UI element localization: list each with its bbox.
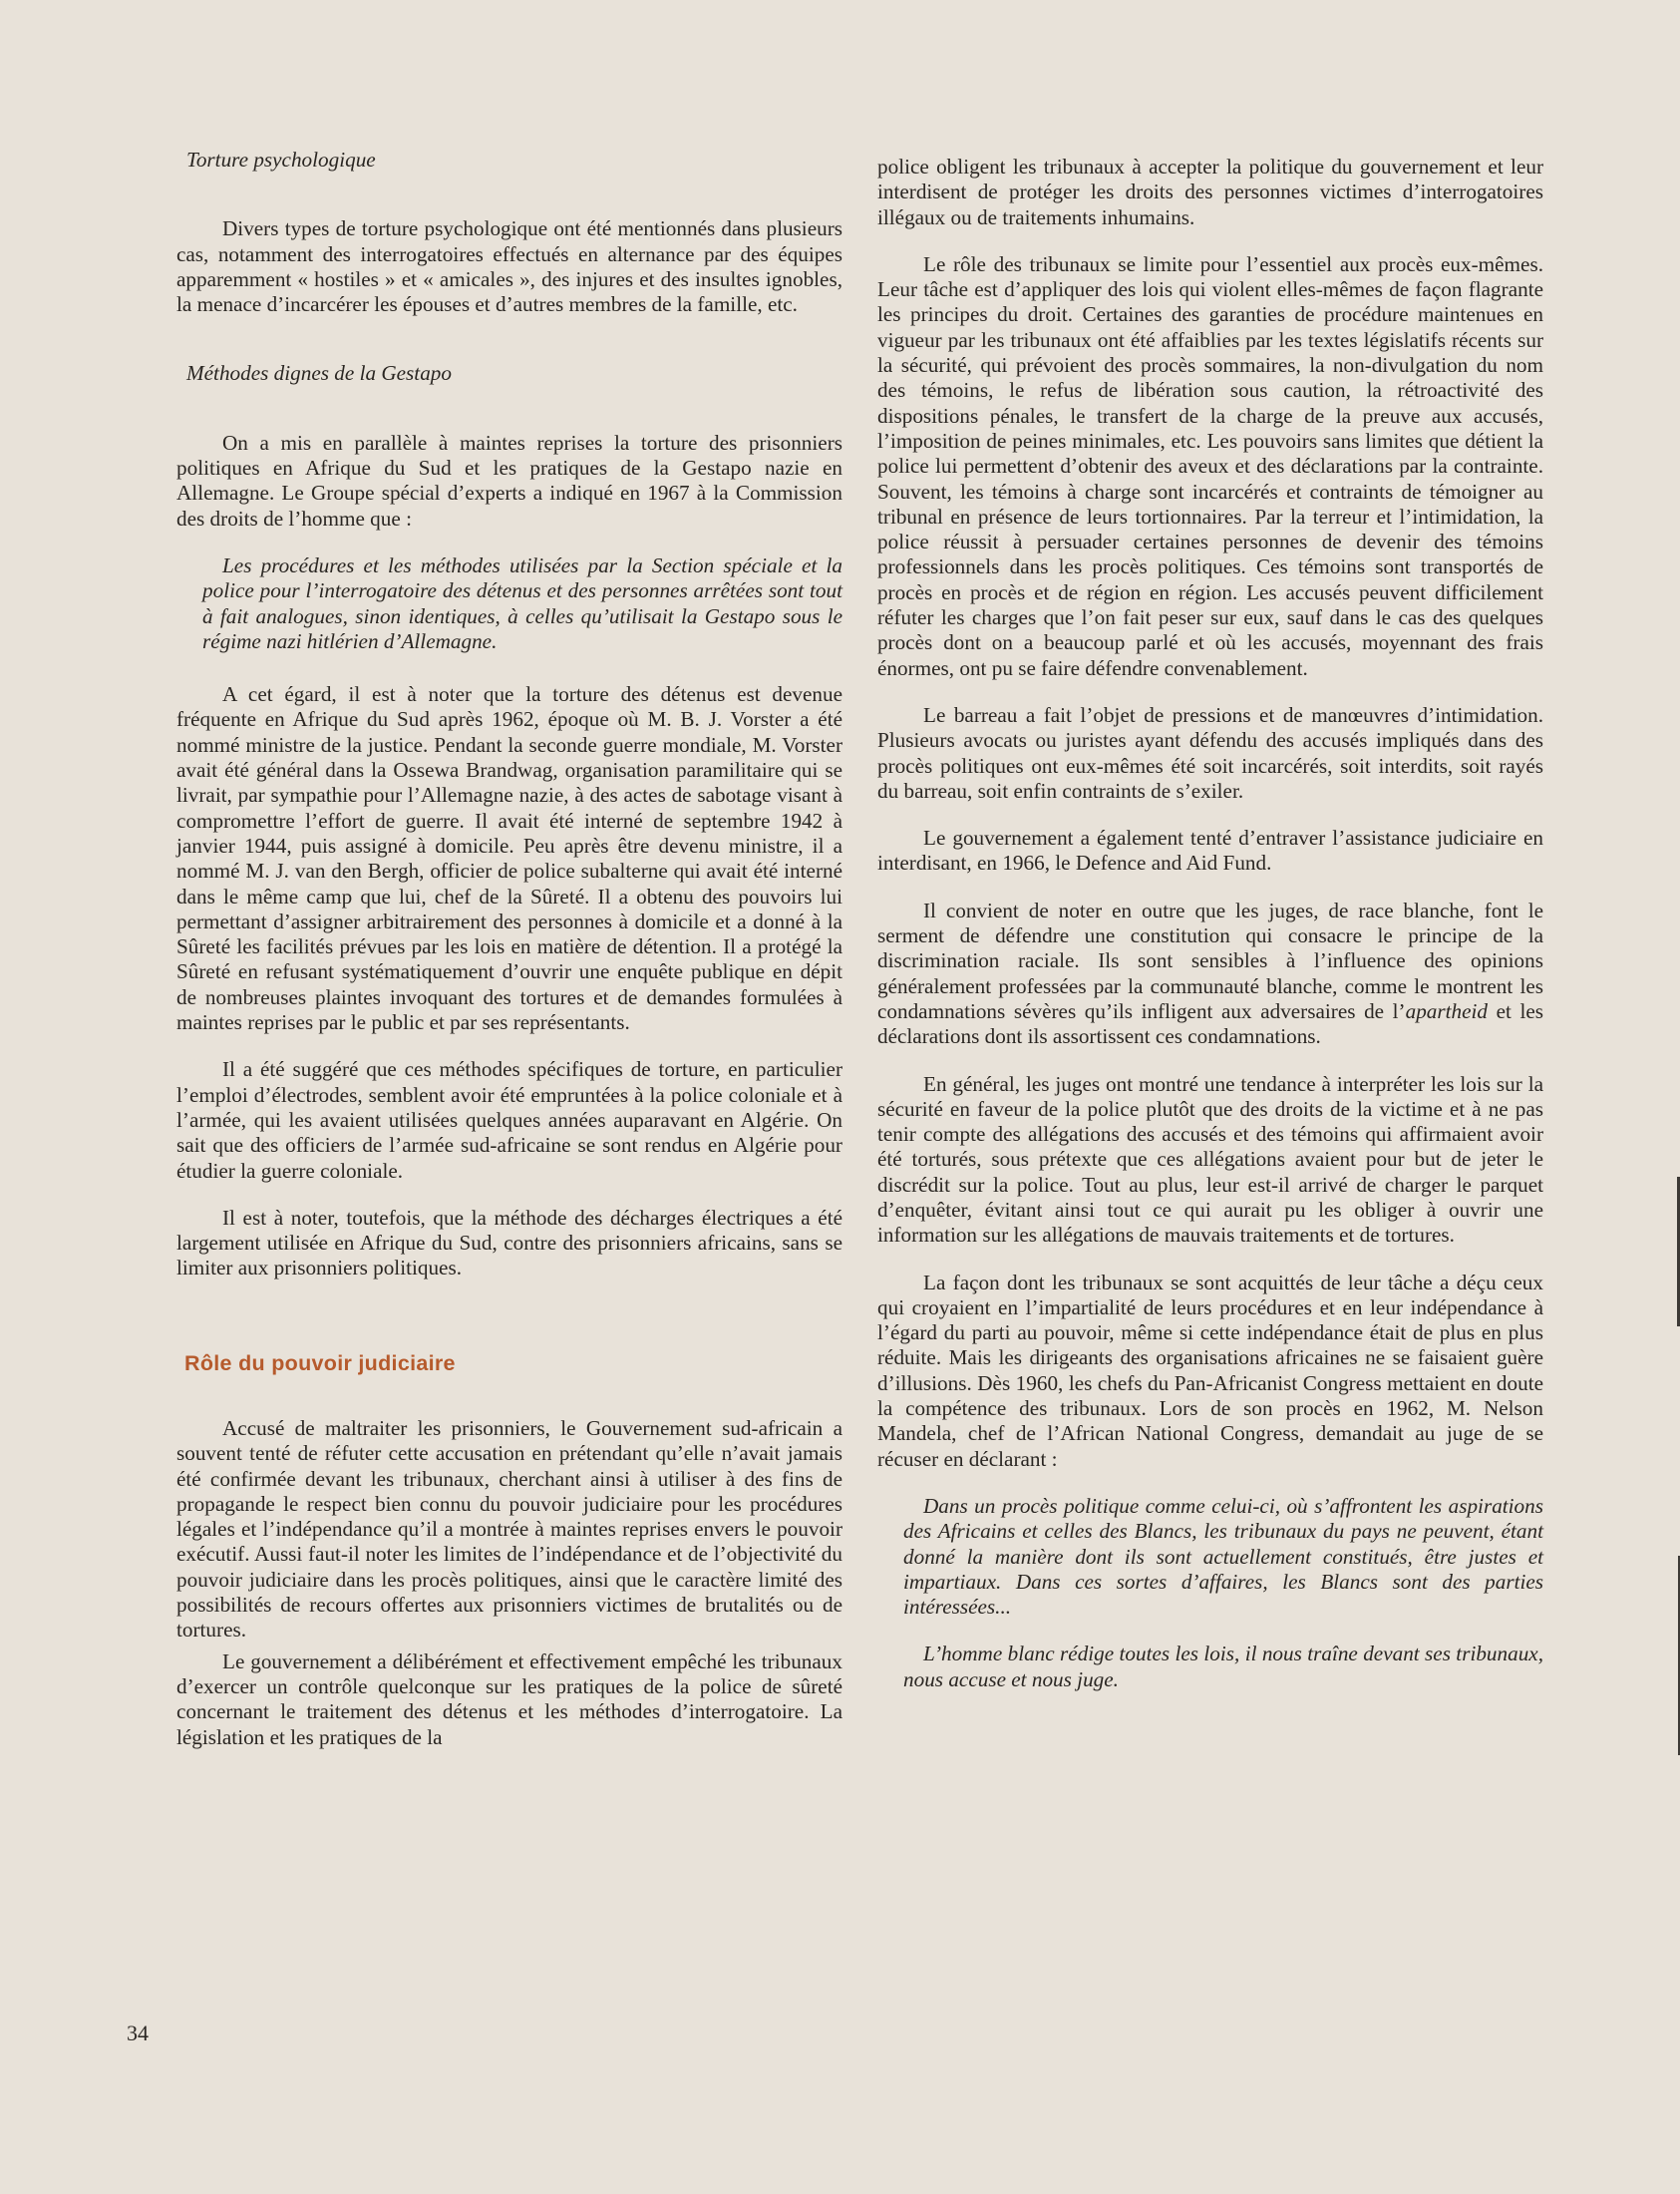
paragraph: On a mis en parallèle à maintes reprises la torture des prisonniers politiques en Afrique du Sud et les pratiques de la Gestapo nazie en Allemagne. Le Groupe spécial d’experts a indiqué en 1967 à la Commission des droits de l’homme que : bbox=[176, 430, 842, 531]
block-quote bbox=[176, 553, 842, 654]
section-title-judiciary: Rôle du pouvoir judiciaire bbox=[184, 1350, 456, 1375]
quote-text: Dans un procès politique comme celui-ci, où s’affrontent les aspirations des Africains et celles des Blancs, les tribunaux du pays ne peuvent, étant donné la manière dont ils sont actuellement constitués, être justes et impartiaux. Dans ces sortes d’affaires, les Blancs sont des parties intéressées... bbox=[903, 1493, 1543, 1620]
block-quote-mandela bbox=[877, 1494, 1543, 1692]
paragraph: Il a été suggéré que ces méthodes spécifiques de torture, en particulier l’emploi d’électrodes, semblent avoir été empruntées à la police coloniale et à l’armée, qui les avaient utilisées quelques années auparavant en Algérie. On sait que des officiers de l’armée sud-africaine se sont rendus en Algérie pour étudier la guerre coloniale. bbox=[176, 1057, 842, 1183]
paragraph: Il est à noter, toutefois, que la méthode des décharges électriques a été largement utilisée en Afrique du Sud, contre des prisonniers africains, sans se limiter aux prisonniers politiques. bbox=[176, 1205, 842, 1280]
paragraph: Le barreau a fait l’objet de pressions et de manœuvres d’intimidation. Plusieurs avocats ou juristes ayant défendu des accusés impliqués dans des procès politiques ont eux-mêmes été soit incarcérés, soit interdits, soit rayés du barreau, soit enfin contraints de s’exiler. bbox=[877, 702, 1543, 803]
page-number: 34 bbox=[127, 2020, 149, 2045]
paragraph: En général, les juges ont montré une tendance à interpréter les lois sur la sécurité en faveur de la police plutôt que des droits de la victime et à ne pas tenir compte des allégations des accusés et des témoins qui affirmaient avoir été torturés, sous prétexte que ces allégations avaient pour but de jeter le discrédit sur la police. Tout au plus, leur est-il arrivé de charger le parquet d’enquêter, évitant ainsi tout ce qui aurait pu les obliger à ouvrir une information sur les allégations de mauvais traitements et de tortures. bbox=[877, 1071, 1543, 1248]
paragraph: La façon dont les tribunaux se sont acquittés de leur tâche a déçu ceux qui croyaient en l’impartialité de leurs procédures et en leur indépendance à l’égard du parti au pouvoir, même si cette indépendance était de plus en plus réduite. Mais les dirigeants des organisations africaines ne se faisaient guère d’illusions. Dès 1960, les chefs du Pan-Africanist Congress mettaient en doute la compétence des tribunaux. Lors de son procès en 1962, M. Nelson Mandela, chef de l’African National Congress, demandait au juge de se récuser en déclarant : bbox=[877, 1270, 1543, 1471]
text-run: Il convient de noter en outre que les juges, de race blanche, font le serment de défendre une constitution qui consacre le principe de la discrimination raciale. Ils sont sensibles à l’influence des opinions généralement professées par la communauté blanche, comme le montrent les condamnations sévères qu’ils infligent aux adversaires de l’ bbox=[877, 898, 1543, 1023]
paragraph: Le gouvernement a délibérément et effectivement empêché les tribunaux d’exercer un contrôle quelconque sur les pratiques de la police de sûreté concernant le traitement des détenus et les méthodes d’interrogatoire. La législation et les pratiques de la bbox=[176, 1648, 842, 1749]
italic-term: apartheid bbox=[1405, 998, 1488, 1023]
quote-text: Les procédures et les méthodes utilisées par la Section spéciale et la police pour l’interrogatoire des détenus et des personnes arrêtées sont tout à fait analogues, sinon identiques, à celles qu’utilisait la Gestapo sous le régime nazi hitlérien d’Allemagne. bbox=[202, 552, 842, 653]
quote-text: L’homme blanc rédige toutes les lois, il nous traîne devant ses tribunaux, nous accuse et nous juge. bbox=[903, 1642, 1543, 1691]
paragraph: Le gouvernement a également tenté d’entraver l’assistance judiciaire en interdisant, en 1966, le Defence and Aid Fund. bbox=[877, 826, 1543, 876]
right-column bbox=[877, 155, 1543, 1720]
paragraph: A cet égard, il est à noter que la torture des détenus est devenue fréquente en Afrique du Sud après 1962, époque où M. B. J. Vorster a été nommé ministre de la justice. Pendant la seconde guerre mondiale, M. Vorster avait été général dans la Ossewa Brandwag, organisation paramilitaire qui se livrait, par sympathie pour l’Allemagne nazie, à des actes de sabotage visant à compromettre l’effort de guerre. Il avait été interné de septembre 1942 à janvier 1944, puis assigné à domicile. Peu après être devenu ministre, il a nommé M. J. van den Bergh, officier de police subalterne qui avait été interné dans le même camp que lui, chef de la Sûreté. Il a obtenu des pouvoirs lui permettant d’assigner arbitrairement des personnes à domicile et a donné à la Sûreté les facilités prévues par les lois en matière de détention. Il a protégé la Sûreté en refusant systématiquement d’ouvrir une enquête publique en dépit de nombreuses plaintes invoquant des tortures et de demandes formulées à maintes reprises par le public et par ses représentants. bbox=[176, 682, 842, 1035]
paragraph: Le rôle des tribunaux se limite pour l’essentiel aux procès eux-mêmes. Leur tâche est d’appliquer des lois qui violent elles-mêmes de façon flagrante les principes du droit. Certaines des garanties de procédure maintenues en vigueur par les tribunaux ont été affaiblies par les textes législatifs récents sur la sécurité, qui prévoient des procès sommaires, la non-divulgation du nom des témoins, le refus de libération sous caution, la rétroactivité des dispositions pénales, le transfert de la charge de la preuve aux accusés, l’imposition de peines minimales, etc. Les pouvoirs sans limites que détient la police lui permettent d’obtenir des aveux et des déclarations par la contrainte. Souvent, les témoins à charge sont incarcérés et contraints de témoigner au tribunal en présence de leurs tortionnaires. Par la terreur et l’intimidation, la police réussit à persuader certaines personnes de devenir des témoins professionnels dans les procès politiques. Ces témoins sont transportés de procès en procès et de région en région. Les accusés peuvent difficilement réfuter les charges que l’on fait peser sur eux, sauf dans le cas des quelques procès dont on a beaucoup parlé et où les accusés, moyennant des frais énormes, ont pu se faire défendre convenablement. bbox=[877, 251, 1543, 680]
paragraph-apartheid bbox=[877, 899, 1543, 1050]
heading-gestapo-methods: Méthodes dignes de la Gestapo bbox=[186, 361, 452, 386]
left-column bbox=[176, 148, 842, 1772]
paragraph: Divers types de torture psychologique ont été mentionnés dans plusieurs cas, notamment des interrogatoires effectués en alternance par des équipes apparemment « hostiles » et « amicales », des injures et des insultes ignobles, la menace d’incarcérer les épouses et d’autres membres de la famille, etc. bbox=[176, 216, 842, 317]
heading-psychological-torture: Torture psychologique bbox=[186, 148, 376, 172]
paragraph: Accusé de maltraiter les prisonniers, le Gouvernement sud-africain a souvent tenté de réfuter cette accusation en prétendant qu’elle n’avait jamais été confirmée devant les tribunaux, cherchant ainsi à utiliser à des fins de propagande le respect bien connu du pouvoir judiciaire pour les procédures légales et l’indépendance qu’il a montrée à maintes reprises envers le pouvoir exécutif. Aussi faut-il noter les limites de l’indépendance et de l’objectivité du pouvoir judiciaire dans les procès politiques, ainsi que le caractère limité des possibilités de recours offertes aux prisonniers victimes de brutalités ou de tortures. bbox=[176, 1415, 842, 1643]
paragraph: police obligent les tribunaux à accepter la politique du gouvernement et leur interdisent de protéger les droits des personnes victimes d’interrogatoires illégaux ou de traitements inhumains. bbox=[877, 155, 1543, 229]
text-run: et les déclarations dont ils assortissent ces condamnations. bbox=[877, 998, 1543, 1049]
